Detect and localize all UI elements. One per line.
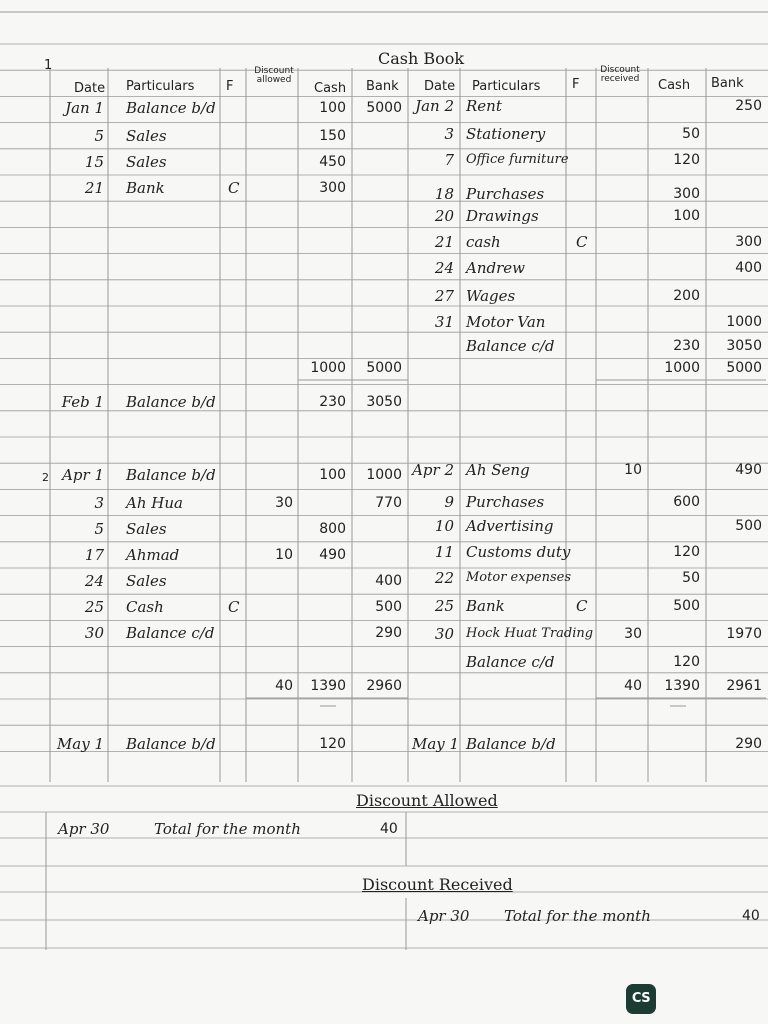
debit-particulars-cell: Sales — [126, 153, 167, 171]
credit-particulars-cell: Wages — [466, 287, 516, 305]
debit-particulars-cell: Cash — [126, 598, 164, 616]
credit-bank-cell: 490 — [735, 462, 762, 478]
credit-cash-cell: 50 — [682, 570, 700, 586]
credit-bank-cell: 2961 — [726, 678, 762, 694]
credit-discount-cell: 40 — [624, 678, 642, 694]
debit-bank-cell: 2960 — [366, 678, 402, 694]
credit-bank-cell: 1970 — [726, 626, 762, 642]
debit-cash-cell: 1000 — [310, 360, 346, 376]
header-cr-date: Date — [424, 79, 456, 94]
debit-date-cell: Apr 1 — [62, 466, 104, 484]
discount-received-amount: 40 — [742, 908, 760, 924]
credit-date-cell: 7 — [444, 151, 454, 169]
debit-date-cell: 17 — [84, 546, 104, 564]
page-mark: 1 — [44, 58, 53, 73]
credit-bank-cell: 500 — [735, 518, 762, 534]
credit-bank-cell: 1000 — [726, 314, 762, 330]
credit-date-cell: 27 — [434, 287, 454, 305]
credit-particulars-cell: Rent — [466, 97, 502, 115]
header-dr-discount-line2: allowed — [256, 75, 292, 85]
debit-particulars-cell: Balance b/d — [126, 99, 216, 117]
credit-date-cell: 21 — [434, 233, 454, 251]
credit-bank-cell: 290 — [735, 736, 762, 752]
discount-allowed-amount: 40 — [380, 821, 398, 837]
header-cr-discount-line1: Discount — [600, 65, 640, 75]
credit-particulars-cell: Office furniture — [466, 152, 569, 167]
credit-date-cell: Apr 2 — [412, 461, 454, 479]
credit-date-cell: 20 — [434, 207, 454, 225]
cash-book-title: Cash Book — [378, 49, 465, 68]
credit-cash-cell: 120 — [673, 152, 700, 168]
debit-cash-cell: 490 — [319, 547, 346, 563]
credit-folio-cell: C — [576, 233, 588, 251]
debit-particulars-cell: Ah Hua — [126, 494, 183, 512]
debit-bank-cell: 290 — [375, 625, 402, 641]
credit-cash-cell: 1390 — [664, 678, 700, 694]
debit-particulars-cell: Balance b/d — [126, 735, 216, 753]
credit-particulars-cell: Customs duty — [466, 543, 571, 561]
header-dr-particulars: Particulars — [126, 79, 195, 94]
credit-discount-cell: 10 — [624, 462, 642, 478]
debit-date-cell: 3 — [94, 494, 104, 512]
debit-date-cell: 24 — [84, 572, 104, 590]
credit-date-cell: 11 — [434, 543, 454, 561]
credit-cash-cell: 600 — [673, 494, 700, 510]
credit-bank-cell: 250 — [735, 98, 762, 114]
discount-received-title: Discount Received — [362, 875, 513, 894]
credit-date-cell: 30 — [434, 625, 454, 643]
credit-particulars-cell: Drawings — [466, 207, 539, 225]
camscanner-logo-icon: CS — [626, 984, 656, 1014]
credit-particulars-cell: Balance b/d — [466, 735, 556, 753]
credit-particulars-cell: Balance c/d — [466, 653, 555, 671]
credit-date-cell: 25 — [434, 597, 454, 615]
header-cr-discount — [593, 66, 647, 84]
debit-bank-cell: 5000 — [366, 360, 402, 376]
credit-folio-cell: C — [576, 597, 588, 615]
credit-discount-cell: 30 — [624, 626, 642, 642]
debit-bank-cell: 1000 — [366, 467, 402, 483]
debit-particulars-cell: Balance b/d — [126, 393, 216, 411]
debit-cash-cell: 450 — [319, 154, 346, 170]
debit-particulars-cell: Balance c/d — [126, 624, 215, 642]
credit-date-cell: May 1 — [412, 735, 460, 753]
credit-particulars-cell: Balance c/d — [466, 337, 555, 355]
debit-bank-cell: 500 — [375, 599, 402, 615]
debit-particulars-cell: Sales — [126, 520, 167, 538]
credit-bank-cell: 3050 — [726, 338, 762, 354]
debit-discount-cell: 10 — [275, 547, 293, 563]
debit-cash-cell: 230 — [319, 394, 346, 410]
credit-date-cell: 10 — [434, 517, 454, 535]
credit-particulars-cell: Motor expenses — [466, 570, 571, 585]
debit-date-cell: 5 — [94, 127, 104, 145]
credit-cash-cell: 1000 — [664, 360, 700, 376]
debit-cash-cell: 100 — [319, 467, 346, 483]
debit-date-cell: 25 — [84, 598, 104, 616]
credit-date-cell: 24 — [434, 259, 454, 277]
debit-discount-cell: 30 — [275, 495, 293, 511]
credit-particulars-cell: Purchases — [466, 185, 545, 203]
credit-particulars-cell: Bank — [466, 597, 505, 615]
credit-particulars-cell: Motor Van — [466, 313, 546, 331]
header-dr-cash: Cash — [314, 81, 347, 96]
credit-bank-cell: 400 — [735, 260, 762, 276]
credit-particulars-cell: Stationery — [466, 125, 546, 143]
discount-received-date: Apr 30 — [418, 907, 470, 925]
discount-received-text: Total for the month — [504, 907, 651, 925]
debit-cash-cell: 120 — [319, 736, 346, 752]
discount-allowed-title: Discount Allowed — [356, 791, 498, 810]
debit-particulars-cell: Sales — [126, 127, 167, 145]
header-dr-discount-line1: Discount — [254, 66, 294, 76]
discount-allowed-date: Apr 30 — [58, 820, 110, 838]
debit-particulars-cell: Balance b/d — [126, 466, 216, 484]
credit-cash-cell: 120 — [673, 544, 700, 560]
credit-particulars-cell: Andrew — [466, 259, 525, 277]
debit-cash-cell: 1390 — [310, 678, 346, 694]
header-cr-particulars: Particulars — [472, 79, 541, 94]
debit-bank-cell: 3050 — [366, 394, 402, 410]
credit-date-cell: 18 — [434, 185, 454, 203]
debit-folio-cell: C — [228, 598, 240, 616]
header-cr-folio: F — [572, 77, 580, 92]
debit-date-cell: 30 — [84, 624, 104, 642]
debit-date-cell: Jan 1 — [65, 99, 104, 117]
debit-particulars-cell: Ahmad — [126, 546, 180, 564]
credit-date-cell: 31 — [434, 313, 454, 331]
credit-cash-cell: 120 — [673, 654, 700, 670]
debit-particulars-cell: Sales — [126, 572, 167, 590]
discount-allowed-text: Total for the month — [154, 820, 301, 838]
debit-date-cell: 5 — [94, 520, 104, 538]
debit-date-cell: Feb 1 — [61, 393, 104, 411]
credit-date-cell: 22 — [434, 569, 454, 587]
credit-date-cell: Jan 2 — [415, 97, 454, 115]
page-mark: 2 — [42, 471, 49, 484]
debit-date-cell: 21 — [84, 179, 104, 197]
debit-cash-cell: 150 — [319, 128, 346, 144]
debit-cash-cell: 100 — [319, 100, 346, 116]
credit-date-cell: 9 — [444, 493, 454, 511]
debit-particulars-cell: Bank — [126, 179, 165, 197]
debit-discount-cell: 40 — [275, 678, 293, 694]
header-dr-bank: Bank — [366, 79, 399, 94]
credit-particulars-cell: Ah Seng — [466, 461, 530, 479]
debit-bank-cell: 400 — [375, 573, 402, 589]
credit-cash-cell: 300 — [673, 186, 700, 202]
debit-bank-cell: 5000 — [366, 100, 402, 116]
credit-particulars-cell: Advertising — [466, 517, 554, 535]
credit-particulars-cell: Hock Huat Trading — [466, 626, 594, 641]
header-dr-discount — [250, 67, 298, 85]
credit-particulars-cell: Purchases — [466, 493, 545, 511]
credit-cash-cell: 230 — [673, 338, 700, 354]
credit-date-cell: 3 — [444, 125, 454, 143]
credit-particulars-cell: cash — [466, 233, 501, 251]
credit-bank-cell: 300 — [735, 234, 762, 250]
credit-cash-cell: 500 — [673, 598, 700, 614]
debit-date-cell: 15 — [84, 153, 104, 171]
credit-cash-cell: 50 — [682, 126, 700, 142]
debit-cash-cell: 800 — [319, 521, 346, 537]
header-dr-folio: F — [226, 79, 234, 94]
credit-bank-cell: 5000 — [726, 360, 762, 376]
credit-cash-cell: 100 — [673, 208, 700, 224]
header-dr-date: Date — [74, 81, 106, 96]
header-cr-bank: Bank — [711, 76, 744, 91]
debit-folio-cell: C — [228, 179, 240, 197]
debit-cash-cell: 300 — [319, 180, 346, 196]
debit-bank-cell: 770 — [375, 495, 402, 511]
header-cr-cash: Cash — [658, 78, 691, 93]
credit-cash-cell: 200 — [673, 288, 700, 304]
header-cr-discount-line2: received — [600, 74, 640, 84]
debit-date-cell: May 1 — [56, 735, 104, 753]
